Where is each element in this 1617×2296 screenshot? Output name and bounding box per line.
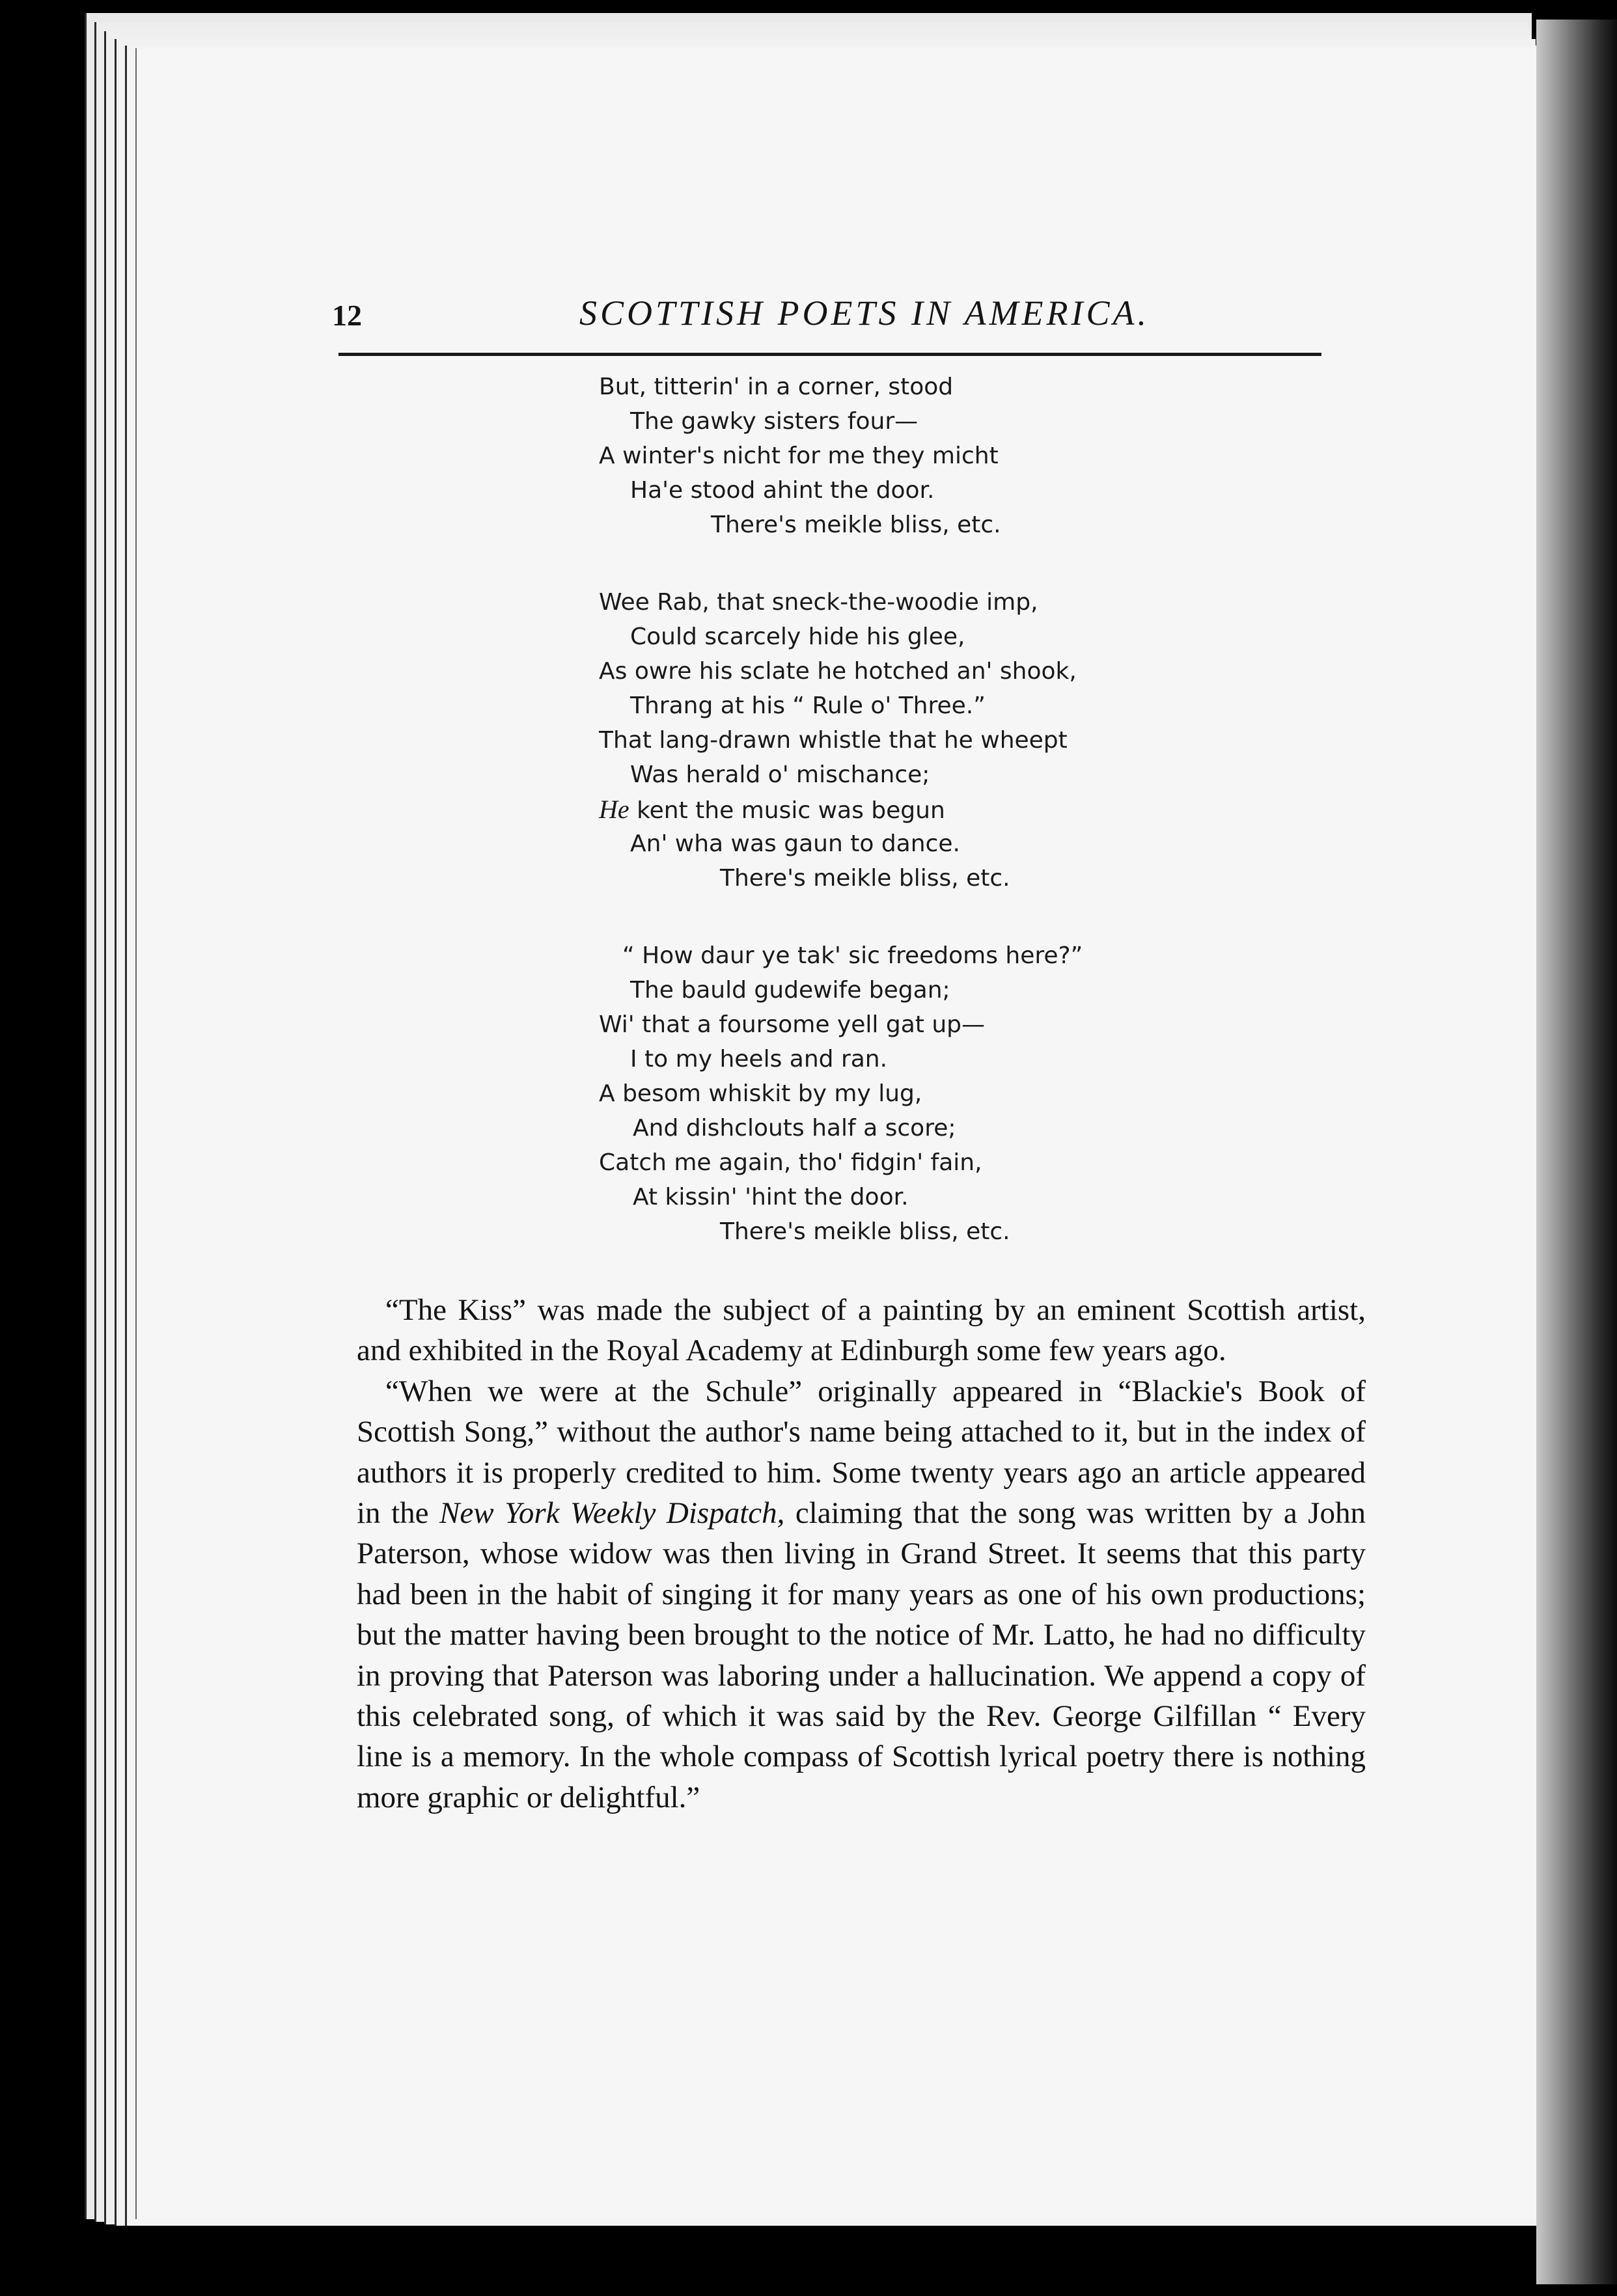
poem-line: Wi' that a foursome yell gat up— <box>599 1011 985 1038</box>
poem-line: But, titterin' in a corner, stood <box>599 374 954 400</box>
poem-line <box>599 792 1083 827</box>
publication-title: New York Weekly Dispatch, <box>439 1496 785 1531</box>
page-number: 12 <box>332 299 362 332</box>
body-text <box>357 1290 1366 1818</box>
poem-italic-word: He <box>599 795 629 824</box>
poem-line: A besom whiskit by my lug, <box>599 1080 922 1107</box>
poem <box>599 370 1083 1292</box>
poem-line: The gawky sisters four— <box>630 408 919 435</box>
poem-line-rest: kent the music was begun <box>629 797 945 824</box>
poem-stanza <box>599 585 1083 895</box>
paragraph-text: “When we were at the Schule” originally appeared in “Blackie's Book of Scottish Song,” without the author's name being attached to it, but in the index of authors it is properly credited to him. Some twenty years ago an article appeared in the <box>357 1374 1366 1531</box>
header-rule <box>339 353 1321 356</box>
poem-line: Ha'e stood ahint the door. <box>630 477 935 504</box>
poem-line: A winter's nicht for me they micht <box>599 443 999 469</box>
poem-line: Wee Rab, that sneck-the-woodie imp, <box>599 589 1038 616</box>
poem-line: An' wha was gaun to dance. <box>630 830 960 857</box>
book-spine-shadow <box>1536 20 1617 2284</box>
poem-line: That lang-drawn whistle that he wheept <box>599 727 1068 754</box>
poem-line: “ How daur ye tak' sic freedoms here?” <box>622 942 1083 969</box>
poem-refrain: There's meikle bliss, etc. <box>720 865 1010 892</box>
poem-line: Catch me again, tho' fidgin' fain, <box>599 1149 982 1176</box>
paragraph <box>357 1371 1366 1818</box>
poem-line: Thrang at his “ Rule o' Three.” <box>630 692 986 719</box>
paragraph-text: claiming that the song was written by a John Paterson, whose widow was then living in Grand Street. It seems that this party had been in the habit of singing it for many years as one of his own productions; but the matter having been brought to the notice of Mr. Latto, he had no difficulty in proving that Paterson was laboring under a hallucination. We append a copy of this celebrated song, of which it was said by the Rev. George Gilfillan “ Every line is a memory. In the whole compass of Scottish lyrical poetry there is nothing more graphic or delightful.” <box>357 1496 1366 1814</box>
running-title: SCOTTISH POETS IN AMERICA. <box>579 294 1150 333</box>
poem-stanza <box>599 938 1083 1249</box>
poem-line: At kissin' 'hint the door. <box>633 1184 909 1210</box>
poem-stanza <box>599 370 1083 542</box>
paragraph: “The Kiss” was made the subject of a painting by an eminent Scottish artist, and exhibited in the Royal Academy at Edinburgh some few years ago. <box>357 1293 1366 1368</box>
poem-line: Could scarcely hide his glee, <box>630 623 965 650</box>
poem-line: As owre his sclate he hotched an' shook, <box>599 658 1077 685</box>
poem-refrain: There's meikle bliss, etc. <box>711 512 1001 538</box>
poem-line: I to my heels and ran. <box>630 1046 888 1073</box>
page-header <box>332 286 1321 358</box>
poem-refrain: There's meikle bliss, etc. <box>720 1218 1010 1245</box>
poem-line: Was herald o' mischance; <box>630 761 930 788</box>
poem-line: The bauld gudewife began; <box>630 977 950 1004</box>
poem-line: And dishclouts half a score; <box>633 1115 956 1141</box>
